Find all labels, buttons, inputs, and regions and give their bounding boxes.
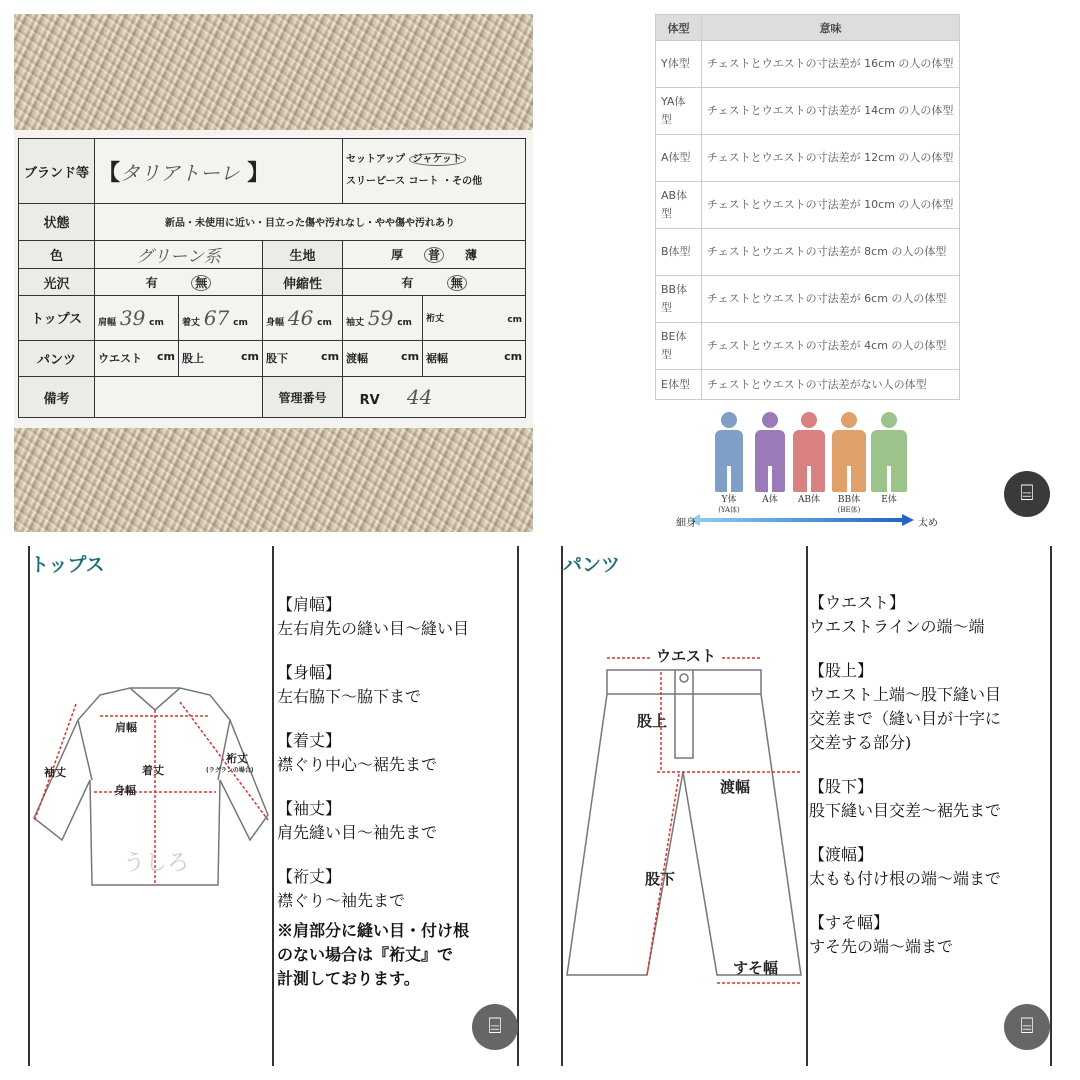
figure-label-ab: AB体 [797, 495, 821, 505]
hem-cell: 裾幅 cm [423, 340, 526, 377]
measurement-tag [14, 130, 533, 428]
pants-diagram [565, 650, 805, 990]
table-row: AB体型 チェストとウエストの寸法差が 10cm の人の体型 [656, 182, 960, 229]
color-value: グリーン系 [136, 247, 221, 268]
threepiece-option: スリーピース [346, 176, 406, 188]
inseam-cell: 股下 cm [263, 340, 343, 377]
pants-descriptions: 【ウエスト】 ウエストラインの端〜端 【股上】 ウエスト上端〜股下縫い目 交差まで（縫い目が十字に 交差する部分) 【股下】 股下縫い目交差〜裾先まで 【渡幅】 太もも付け根の端〜端まで 【すそ幅】 すそ先の端〜端まで [809, 593, 1002, 956]
diagram-waist: ウエスト [652, 645, 720, 666]
diagram-thigh: 渡幅 [720, 778, 751, 796]
stretch-label: 伸縮性 [263, 269, 343, 295]
back-label: うしろ [122, 851, 190, 876]
scan-icon: ⌸ [488, 1014, 502, 1039]
slim-label: 細身 [676, 518, 696, 529]
figure-label-a: A体 [762, 495, 778, 505]
diagram-inseam: 股下 [645, 870, 676, 888]
fabric-label: 生地 [263, 240, 343, 269]
length-value: 67 [203, 305, 230, 330]
coat-option: コート [408, 176, 439, 188]
diagram-hem: すそ幅 [733, 959, 779, 977]
table-row: A体型 チェストとウエストの寸法差が 12cm の人の体型 [656, 135, 960, 182]
brand-label: ブランド等 [19, 139, 95, 204]
scan-icon: ⌸ [1020, 1014, 1034, 1039]
brand-cell: 【タリアトーレ 】 [95, 139, 343, 204]
other-option: ・その他 [442, 176, 483, 188]
gloss-cell: 有 無 [95, 269, 263, 295]
divider [561, 546, 563, 1066]
table-row: BE体型 チェストとウエストの寸法差が 4cm の人の体型 [656, 323, 960, 370]
scan-icon: ⌸ [1020, 481, 1034, 506]
divider [1050, 546, 1052, 1066]
diagram-sleeve: 袖丈 [44, 766, 66, 779]
thigh-cell: 渡幅 cm [343, 340, 423, 377]
sleeve-value: 59 [367, 305, 394, 330]
scan-text-button[interactable] [1004, 471, 1050, 517]
sleeve-cell: 袖丈 59 cm [343, 295, 423, 340]
garment-type-cell [343, 139, 526, 204]
figure-label-y: Y体 (YA体) [718, 495, 740, 514]
table-row: BB体型 チェストとウエストの寸法差が 6cm の人の体型 [656, 276, 960, 323]
waist-cell: ウエスト cm [95, 340, 179, 377]
gloss-label: 光沢 [19, 269, 95, 295]
figure-label-e: E体 [881, 495, 897, 505]
pants-label: パンツ [19, 340, 95, 377]
jacket-diagram [30, 680, 270, 895]
scan-text-button[interactable] [1004, 1004, 1050, 1050]
pants-title: パンツ [563, 554, 621, 576]
color-label: 色 [19, 240, 95, 269]
length-cell: 着丈 67 cm [179, 295, 263, 340]
chest-value: 46 [287, 305, 314, 330]
mgmt-label: 管理番号 [263, 377, 343, 418]
diagram-yuki-note: (ラグランの場合) [206, 767, 254, 774]
figure-a [753, 412, 787, 492]
fur-fabric-photo-bottom [14, 428, 533, 532]
remarks-value [95, 377, 263, 418]
figure-y [712, 412, 746, 492]
rise-cell: 股上 cm [179, 340, 263, 377]
slim-to-wide-arrow [690, 512, 920, 528]
table-row: YA体型 チェストとウエストの寸法差が 14cm の人の体型 [656, 88, 960, 135]
condition-value: 新品・未使用に近い・目立った傷や汚れなし・やや傷や汚れあり [95, 204, 526, 241]
figure-label-bb: BB体 (BE体) [837, 495, 861, 514]
diagram-chest: 身幅 [114, 784, 136, 797]
yuki-cell: 裄丈 cm [423, 295, 526, 340]
stretch-cell: 有 無 [343, 269, 526, 295]
thickness-cell: 厚 普 薄 [343, 240, 526, 269]
body-type-table [655, 14, 960, 400]
mgmt-cell: RV 44 [343, 377, 526, 418]
tops-descriptions: 【肩幅】 左右肩先の縫い目〜縫い目 【身幅】 左右脇下〜脇下まで 【着丈】 襟ぐり中心〜裾先まで 【袖丈】 肩先縫い目〜袖先まで 【裄丈】 襟ぐり〜袖先まで ※肩部分に縫い目・付け根 のない場合は『裄丈』で 計測しております。 [277, 595, 470, 988]
divider [806, 546, 808, 1066]
table-header-type: 体型 [656, 15, 702, 41]
chest-cell: 身幅 46 cm [263, 295, 343, 340]
fur-fabric-photo-top [14, 14, 533, 130]
table-row: Y体型 チェストとウエストの寸法差が 16cm の人の体型 [656, 41, 960, 88]
figure-e [872, 412, 906, 492]
jacket-option: ジャケット [409, 153, 466, 166]
diagram-shoulder: 肩幅 [115, 721, 137, 734]
tops-label: トップス [19, 295, 95, 340]
brand-value: タリアトーレ [120, 160, 240, 185]
setup-option: セットアップ [346, 154, 406, 166]
wide-label: 太め [918, 518, 938, 529]
diagram-yuki: 裄丈 [226, 752, 248, 765]
shoulder-value: 39 [119, 305, 146, 330]
figure-bb [832, 412, 866, 492]
divider [517, 546, 519, 1066]
remarks-label: 備考 [19, 377, 95, 418]
shoulder-cell: 肩幅 39 cm [95, 295, 179, 340]
tops-title: トップス [30, 554, 105, 576]
table-row: E体型 チェストとウエストの寸法差がない人の体型 [656, 370, 960, 400]
scan-text-button[interactable] [472, 1004, 518, 1050]
figure-ab [792, 412, 826, 492]
divider [272, 546, 274, 1066]
mgmt-value: 44 [406, 385, 433, 410]
condition-label: 状態 [19, 204, 95, 241]
diagram-length: 着丈 [142, 764, 164, 777]
table-header-meaning: 意味 [702, 15, 960, 41]
table-row: B体型 チェストとウエストの寸法差が 8cm の人の体型 [656, 229, 960, 276]
diagram-rise: 股上 [637, 712, 668, 730]
